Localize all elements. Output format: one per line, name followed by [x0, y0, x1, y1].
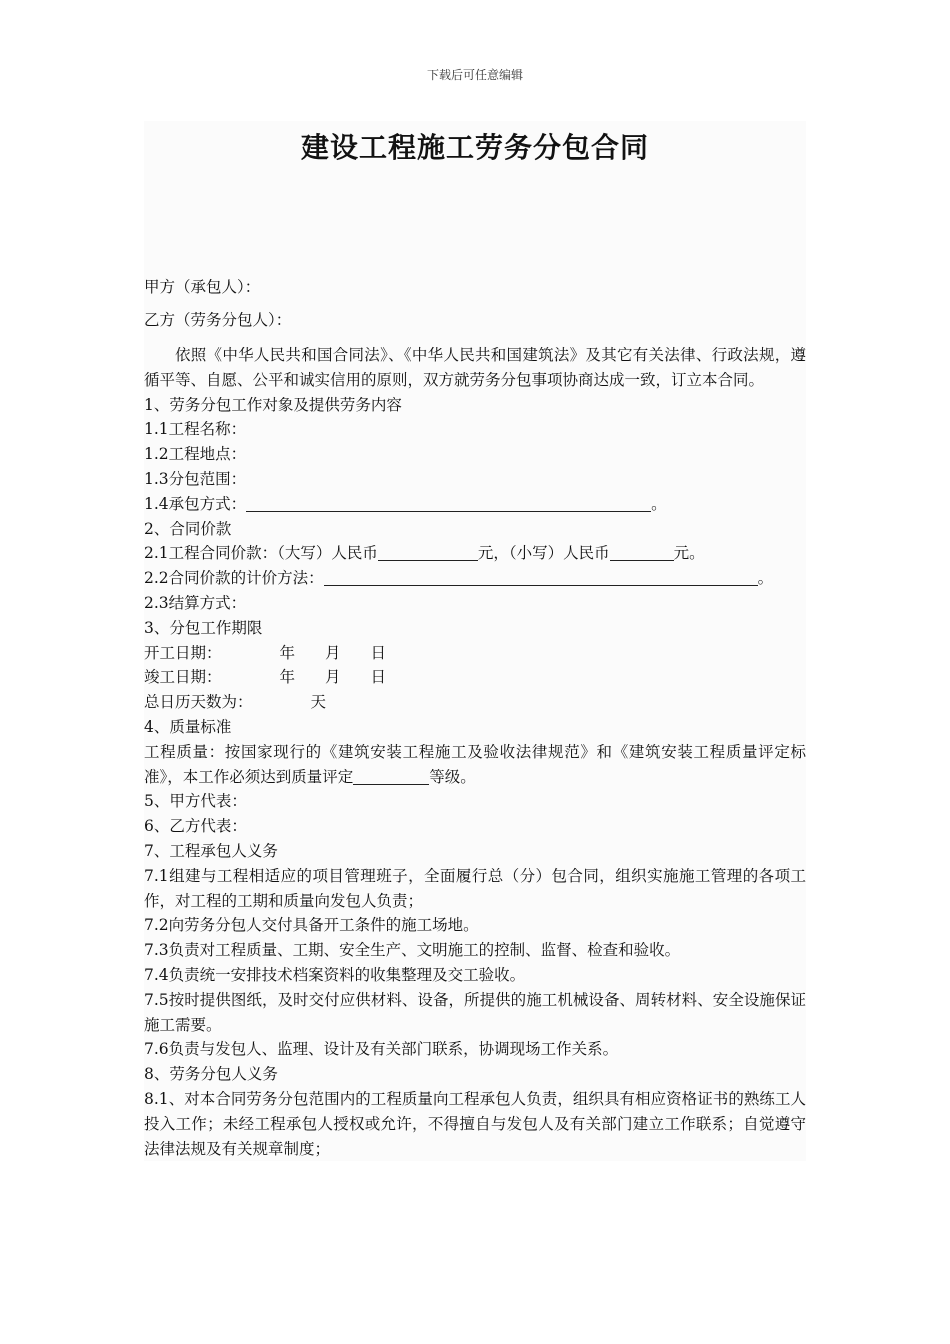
section-4-heading: 4、质量标准 [144, 717, 232, 736]
settlement-method-line: 2.3结算方式： [144, 593, 247, 612]
project-name-line: 1.1工程名称： [144, 420, 247, 439]
subcontract-scope-line: 1.3分包范围： [144, 469, 247, 488]
start-date-line [144, 641, 806, 666]
contract-document [144, 121, 806, 1161]
price-uppercase-label: 2.1工程合同价款：（大写）人民币 [144, 544, 378, 563]
quality-text: 工程质量：按国家现行的《建筑安装工程施工及验收法律规范》和《建筑安装工程质量评定标准》，本工作必须达到质量评定 [144, 742, 806, 786]
party-b-line: 乙方（劳务分包人）： [144, 311, 292, 329]
total-days-label: 总日历天数为： [144, 693, 253, 712]
contract-method-end: 。 [651, 494, 667, 513]
start-day: 日 [370, 643, 387, 662]
header-note: 下载后可任意编辑 [426, 68, 523, 82]
completion-day: 日 [370, 668, 387, 687]
party-b-representative-line: 6、乙方代表： [144, 817, 247, 836]
completion-month: 月 [325, 668, 341, 687]
pricing-method-end: 。 [757, 569, 774, 588]
section-1-heading: 1、劳务分包工作对象及提供劳务内容 [144, 395, 402, 414]
price-end: 元。 [673, 544, 705, 563]
clause-7-4: 7.4负责统一安排技术档案资料的收集整理及交工验收。 [144, 965, 526, 984]
start-date-label: 开工日期： [144, 643, 222, 662]
party-a-representative-line: 5、甲方代表： [144, 792, 247, 811]
section-2-heading: 2、合同价款 [144, 519, 232, 538]
completion-date-label: 竣工日期： [144, 668, 222, 687]
section-3-heading: 3、分包工作期限 [144, 618, 263, 637]
section-8-heading: 8、劳务分包人义务 [144, 1065, 278, 1084]
price-lowercase-blank [610, 544, 674, 561]
clause-7-1: 7.1组建与工程相适应的项目管理班子，全面履行总（分）包合同，组织实施施工管理的各项工作，对工程的工期和质量向发包人负责； [144, 866, 806, 910]
start-year: 年 [279, 643, 296, 662]
section-7-heading: 7、工程承包人义务 [144, 841, 278, 860]
pricing-method-label: 2.2合同价款的计价方法： [144, 569, 324, 588]
quality-text-end: 等级。 [429, 767, 476, 786]
start-month: 月 [325, 643, 341, 662]
pricing-method-line [144, 566, 806, 591]
document-title: 建设工程施工劳务分包合同 [300, 131, 649, 164]
total-days-line [144, 690, 806, 715]
contract-method-label: 1.4承包方式： [144, 494, 247, 513]
clause-7-6: 7.6负责与发包人、监理、设计及有关部门联系，协调现场工作关系。 [144, 1040, 619, 1059]
party-a-line: 甲方（承包人）： [144, 278, 261, 296]
contract-method-line [144, 492, 806, 517]
title-spacer [144, 173, 806, 271]
price-uppercase-blank [378, 544, 478, 561]
completion-date-line [144, 665, 806, 690]
intro-paragraph: 依照《中华人民共和国合同法》、《中华人民共和国建筑法》及其它有关法律、行政法规，遵循平等、自愿、公平和诚实信用的原则，双方就劳务分包事项协商达成一致，订立本合同。 [144, 346, 806, 389]
contract-method-blank [246, 495, 651, 512]
clause-7-3: 7.3负责对工程质量、工期、安全生产、文明施工的控制、监督、检查和验收。 [144, 941, 681, 960]
clause-7-2: 7.2向劳务分包人交付具备开工条件的施工场地。 [144, 916, 479, 935]
total-days-unit: 天 [310, 693, 327, 712]
contract-price-line [144, 541, 806, 566]
price-lowercase-label: 元，（小写）人民币 [477, 544, 610, 563]
clause-8-1: 8.1、对本合同劳务分包范围内的工程质量向工程承包人负责，组织具有相应资格证书的熟练工人投入工作；未经工程承包人授权或允许，不得擅自与发包人及有关部门建立工作联系；自觉遵守法律法规及有关规章制度； [144, 1089, 806, 1158]
pricing-method-blank [324, 569, 758, 586]
project-location-line: 1.2工程地点： [144, 445, 247, 464]
quality-grade-blank [353, 768, 429, 785]
completion-year: 年 [279, 668, 296, 687]
quality-standard-paragraph [144, 740, 806, 790]
clause-7-5: 7.5按时提供图纸，及时交付应供材料、设备，所提供的施工机械设备、周转材料、安全设施保证施工需要。 [144, 990, 806, 1034]
